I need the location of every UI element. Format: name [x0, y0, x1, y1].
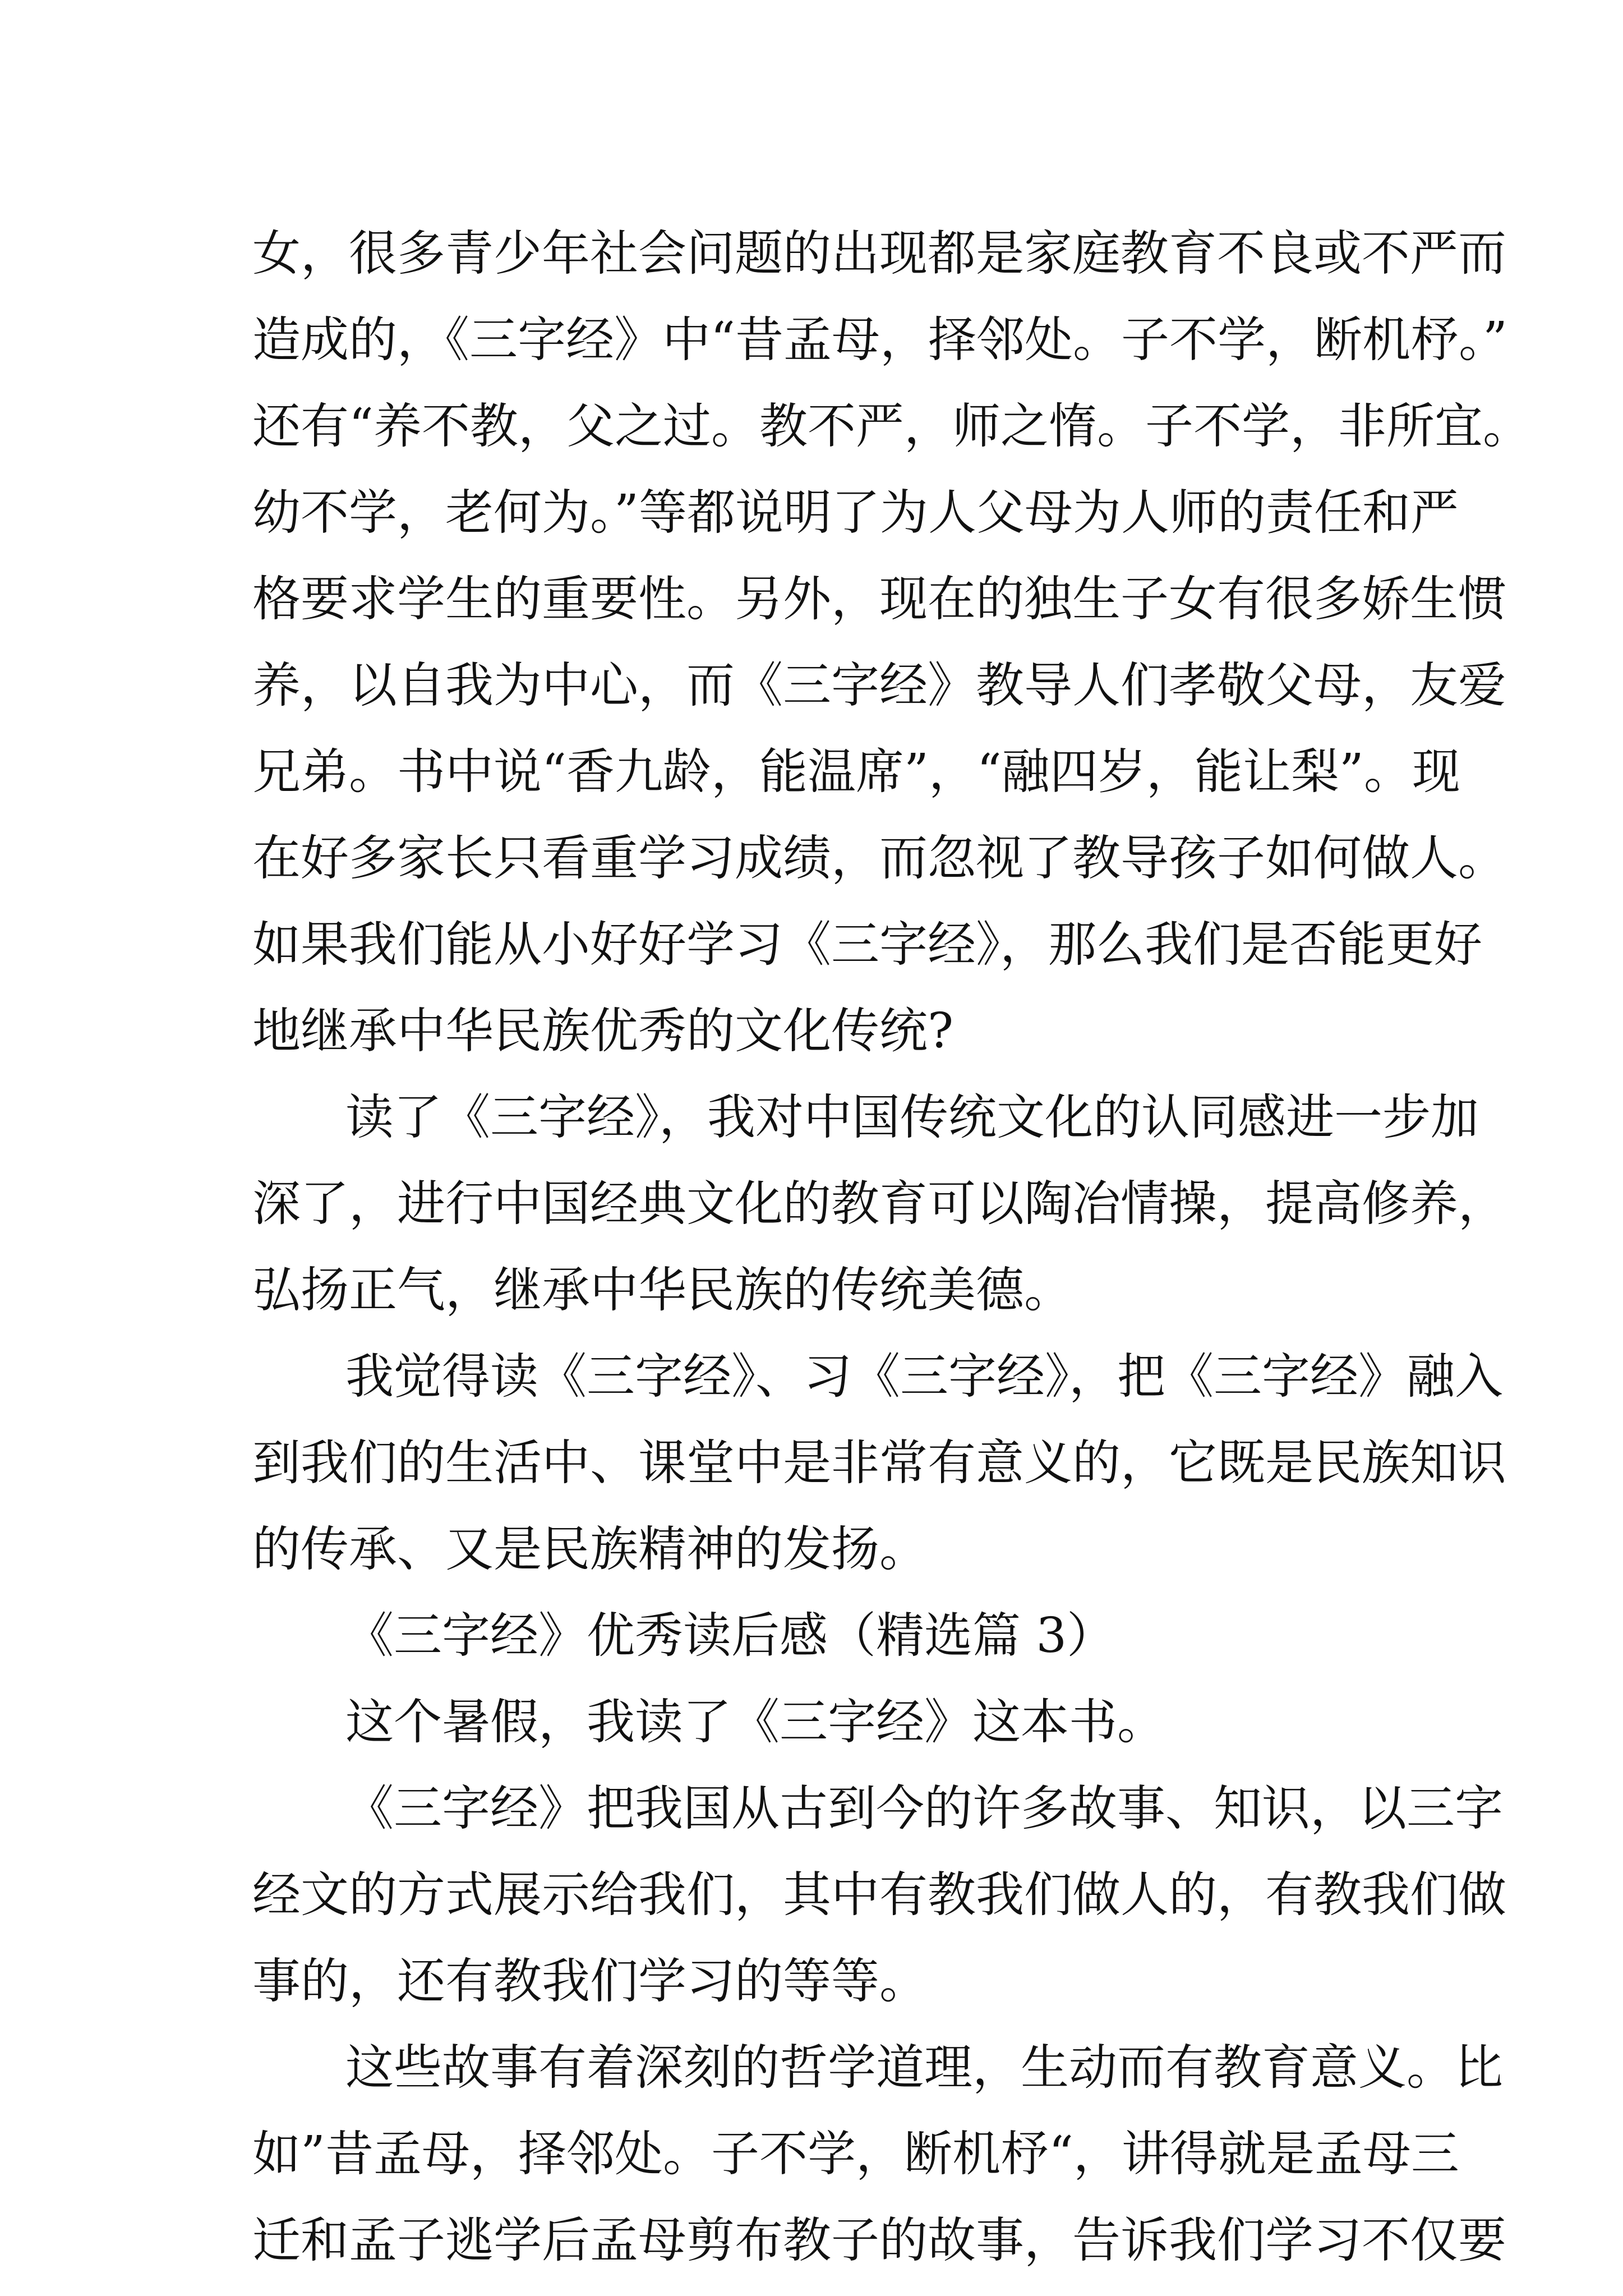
text-line: 养，以自我为中心，而《三字经》教导人们孝敬父母，友爱 [252, 657, 1506, 714]
text-line: 如果我们能从小好好学习《三字经》，那么我们是否能更好 [252, 917, 1482, 973]
text-line: 造成的，《三字经》中“昔孟母，择邻处。子不学，断机杼。” [252, 312, 1507, 368]
text-line: 在好多家长只看重学习成绩，而忽视了教导孩子如何做人。 [252, 830, 1506, 886]
text-line: 深了，进行中国经典文化的教育可以陶冶情操，提高修养， [252, 1176, 1506, 1232]
text-line: 女，很多青少年社会问题的出现都是家庭教育不良或不严而 [252, 226, 1506, 282]
text-line: 迁和孟子逃学后孟母剪布教子的故事，告诉我们学习不仅要 [252, 2212, 1506, 2269]
text-line: 我觉得读《三字经》、习《三字经》，把《三字经》融入 [345, 1349, 1503, 1405]
text-line: 幼不学，老何为。”等都说明了为人父母为人师的责任和严 [252, 485, 1459, 541]
text-line: 读了《三字经》，我对中国传统文化的认同感进一步加 [345, 1089, 1479, 1145]
text-line: 这些故事有着深刻的哲学道理，生动而有教育意义。比 [345, 2040, 1503, 2096]
text-line: 还有“养不教，父之过。教不严，师之惰。子不学，非所宜。 [252, 398, 1531, 454]
text-line: 《三字经》把我国从古到今的许多故事、知识，以三字 [345, 1780, 1503, 1837]
text-line: 格要求学生的重要性。另外，现在的独生子女有很多娇生惯 [252, 571, 1506, 627]
text-line: 弘扬正气，继承中华民族的传统美德。 [252, 1262, 1072, 1318]
text-line: 地继承中华民族优秀的文化传统? [252, 1003, 954, 1059]
text-line: 事的，还有教我们学习的等等。 [252, 1953, 928, 2009]
text-line: 如”昔孟母，择邻处。子不学，断机杼“，讲得就是孟母三 [252, 2126, 1459, 2182]
text-line: 到我们的生活中、课堂中是非常有意义的，它既是民族知识 [252, 1435, 1506, 1491]
text-line: 的传承、又是民族精神的发扬。 [252, 1521, 928, 1577]
text-line: 《三字经》优秀读后感（精选篇 3） [345, 1608, 1115, 1664]
text-line: 这个暑假，我读了《三字经》这本书。 [345, 1694, 1165, 1750]
text-line: 经文的方式展示给我们，其中有教我们做人的，有教我们做 [252, 1867, 1506, 1923]
text-line: 兄弟。书中说“香九龄，能温席”，“融四岁，能让梨”。现 [252, 744, 1460, 800]
body-text [252, 210, 1531, 2284]
